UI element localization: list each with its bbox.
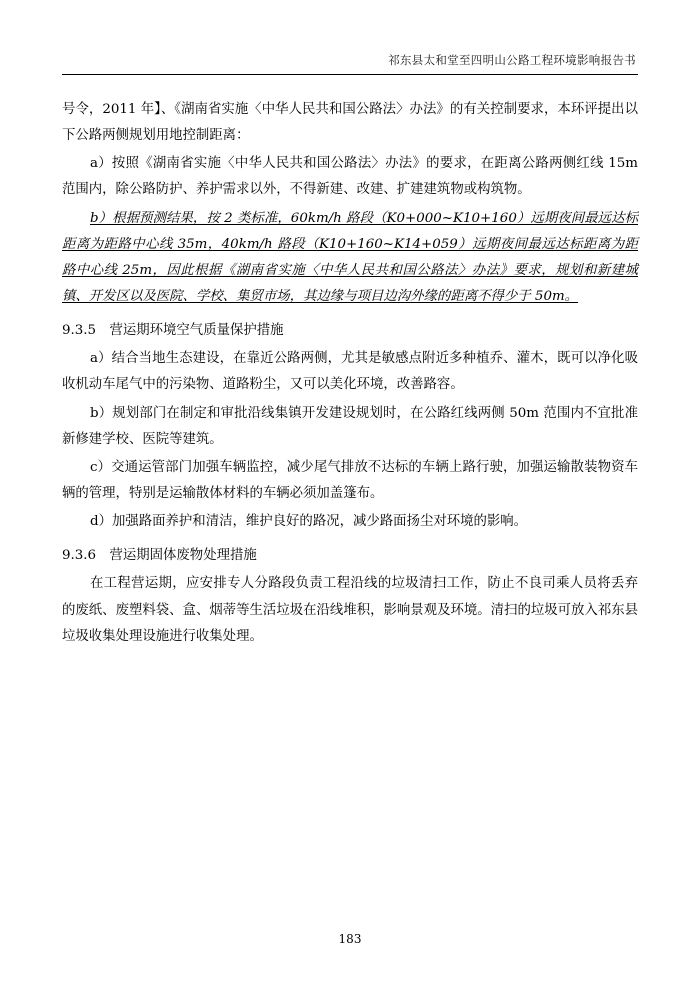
page-number: 183	[338, 932, 362, 946]
section-9-3-6-item-1: 在工程营运期，应安排专人分路段负责工程沿线的垃圾清扫工作，防止不良司乘人员将丢弃的废纸、废塑料袋、盒、烟蒂等生活垃圾在沿线堆积，影响景观及环境。清扫的垃圾可放入祁东县垃圾收集处理设施进行收集处理。	[62, 576, 638, 644]
section-9-3-5-item-c: c）交通运管部门加强车辆监控，减少尾气排放不达标的车辆上路行驶，加强运输散装物资车辆的管理，特别是运输散体材料的车辆必须加盖篷布。	[62, 459, 638, 501]
page-header: 祁东县太和堂至四明山公路工程环境影响报告书	[388, 53, 636, 67]
section-heading-9-3-6: 9.3.6 营运期固体废物处理措施	[62, 548, 257, 564]
paragraph-item-a: a）按照《湖南省实施〈中华人民共和国公路法〉办法》的要求，在距离公路两侧红线 15m 范围内，除公路防护、养护需求以外，不得新建、改建、扩建建筑物或构筑物。	[62, 156, 638, 198]
paragraph-item-b: b）根据预测结果，按 2 类标准，60km/h 路段（K0+000~K10+160）远期夜间最远达标距离为距路中心线 35m，40km/h 路段（K10+160~K14+059）远期夜间最远达标距离为距路中心线 25m，因此根据《湖南省实施〈中华人民共和国公路法〉办法》要求，规划和新建城镇、开发区以及医院、学校、集贸市场，其边缘与项目边沟外缘的距离不得少于 50m。	[62, 210, 638, 304]
section-9-3-5-item-d: d）加强路面养护和清洁，维护良好的路况，减少路面扬尘对环境的影响。	[90, 514, 528, 530]
section-heading-9-3-5: 9.3.5 营运期环境空气质量保护措施	[62, 323, 284, 339]
section-9-3-5-item-b: b）规划部门在制定和审批沿线集镇开发建设规划时，在公路红线两侧 50m 范围内不宜批准新修建学校、医院等建筑。	[62, 405, 638, 447]
section-9-3-5-item-a: a）结合当地生态建设，在靠近公路两侧，尤其是敏感点附近多种植乔、灌木，既可以净化吸收机动车尾气中的污染物、道路粉尘，又可以美化环境，改善路容。	[62, 351, 638, 393]
header-divider	[62, 74, 638, 75]
paragraph-intro: 号令，2011 年】、《湖南省实施〈中华人民共和国公路法〉办法》的有关控制要求，本环评提出以下公路两侧规划用地控制距离：	[62, 102, 638, 144]
